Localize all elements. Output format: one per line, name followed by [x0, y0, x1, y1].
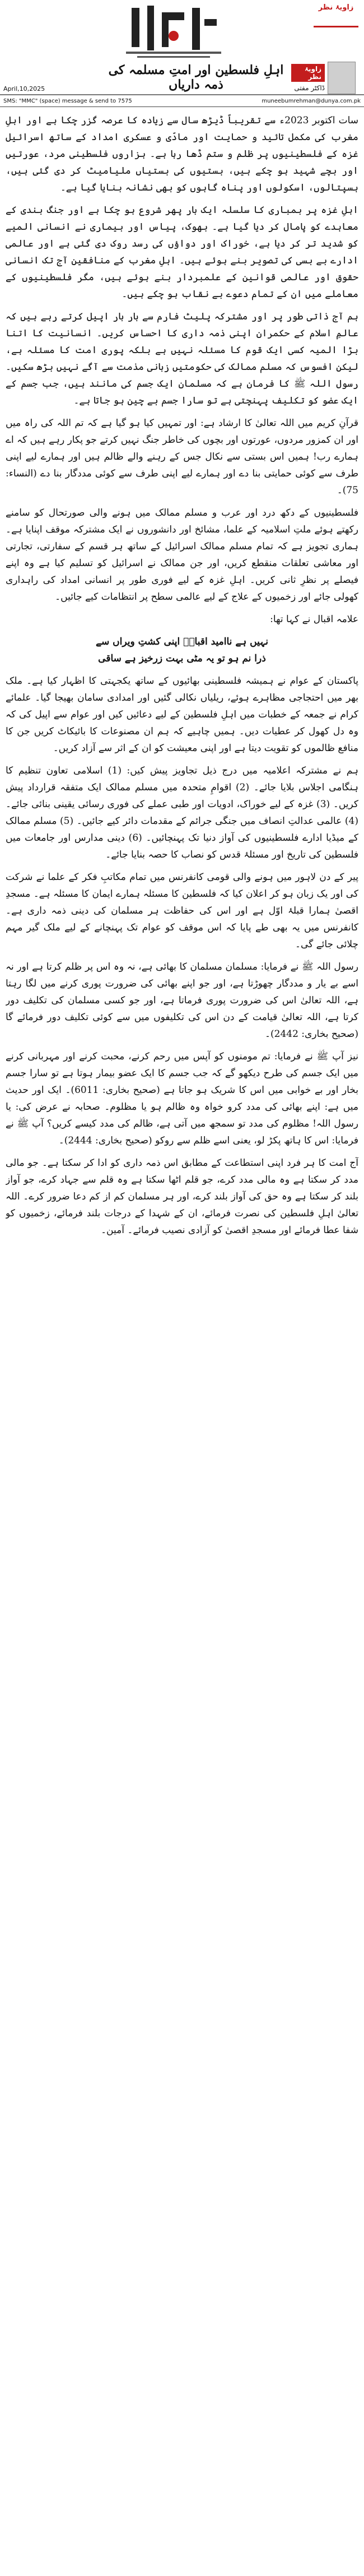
verse-line: ذرا نم ہو تو یہ مٹی بہت زرخیز ہے ساقی: [98, 653, 266, 664]
paragraph: آج امت کا ہر فرد اپنی استطاعت کے مطابق اس ذمہ داری کو ادا کر سکتا ہے۔ جو مالی مدد کر سکتا ہے وہ مالی مدد کرے، جو قلم اٹھا سکتا ہے وہ قلم سے جہاد کرے، جو آواز بلند کر سکتا ہے وہ حق کی آواز بلند کرے، اور ہر مسلمان کم از کم دعا ضرور کرے۔ اللہ تعالیٰ اہلِ فلسطین کی نصرت فرمائے، ان کے شہدا کے درجات بلند فرمائے، زخمیوں کو شفا عطا فرمائے اور مسجدِ اقصیٰ کو آزادی نصیب فرمائے۔ آمین۔: [6, 1157, 358, 1236]
paragraph: فلسطینیوں کے دکھ درد اور عرب و مسلم ممالک میں ہونے والی صورتحال کو سامنے رکھتے ہوئے ملتِ اسلامیہ کے علما، مشائخ اور دانشوروں نے ایک مشترکہ موقف اپنایا ہے۔ ہماری تجویز ہے کہ تمام مسلم ممالک اسرائیل کے ساتھ ہر قسم کے سفارتی، تجارتی اور معاشی تعلقات منقطع کریں، اور جن ممالک نے اسرائیل کو تسلیم کیا ہے وہ اپنے فیصلے پر نظرِ ثانی کریں۔ اہلِ غزہ کے لیے فوری طور پر انسانی امداد کی راہداری کھولی جائے اور زخمیوں کے علاج کے لیے عالمی سطح پر انتظامات کیے جائیں۔: [6, 507, 358, 603]
paragraph: نیز آپ ﷺ نے فرمایا: تم مومنوں کو آپس میں رحم کرنے، محبت کرنے اور مہربانی کرنے میں ایک جسم کی طرح دیکھو گے کہ جب جسم کا ایک عضو بیمار ہوتا ہے تو سارا جسم بخار اور بے خوابی میں اس کا شریک ہو جاتا ہے (صحیح بخاری: 6011)۔ ایک اور حدیث میں ہے: اپنے بھائی کی مدد کرو خواہ وہ ظالم ہو یا مظلوم۔ صحابہ نے عرض کی: یا رسول اللہ! مظلوم کی مدد تو سمجھ میں آتی ہے، ظالم کی مدد کیسے کریں؟ آپ ﷺ نے فرمایا: اس کا ہاتھ پکڑ لو، یعنی اسے ظلم سے روکو (صحیح بخاری: 2444)۔: [6, 1051, 358, 1146]
columnist-block: [291, 64, 325, 92]
paragraph: پاکستان کے عوام نے ہمیشہ فلسطینی بھائیوں کے ساتھ یکجہتی کا اظہار کیا ہے۔ ملک بھر میں احتجاجی مظاہرے ہوئے، ریلیاں نکالی گئیں اور امدادی سامان بھیجا گیا۔ علمائے کرام نے جمعہ کے خطبات میں اہلِ فلسطین کے لیے دعائیں کیں اور عوام سے اپیل کی کہ وہ دل کھول کر عطیات دیں۔ ہمیں چاہیے کہ ہم ان مصنوعات کا بائیکاٹ کریں جن کا منافع ظالموں کو تقویت دیتا ہے اور اپنی معیشت کو ان کے اثر سے آزاد کریں۔: [6, 675, 358, 754]
paragraph: قرآنِ کریم میں اللہ تعالیٰ کا ارشاد ہے: اور تمہیں کیا ہو گیا ہے کہ تم اللہ کی راہ میں اور ان کمزور مردوں، عورتوں اور بچوں کی خاطر جنگ نہیں کرتے جو پکار رہے ہیں کہ اے ہمارے رب! ہمیں اس بستی سے نکال جس کے رہنے والے ظالم ہیں اور ہمارے لیے اپنی طرف سے کوئی حمایتی بنا دے اور ہمارے لیے اپنی طرف سے کوئی مددگار بنا دے (النساء: 75)۔: [6, 418, 358, 496]
author-name: ڈاکٹر مفتی: [294, 84, 325, 92]
divider: [0, 106, 364, 107]
paragraph: رسول اللہ ﷺ نے فرمایا: مسلمان مسلمان کا بھائی ہے، نہ وہ اس پر ظلم کرتا ہے اور نہ اسے بے یار و مددگار چھوڑتا ہے، اور جو اپنے بھائی کی ضرورت پوری کرنے میں لگا رہتا ہے، اللہ تعالیٰ اس کی ضرورت پوری فرماتا ہے، اور جو کسی مسلمان کی تکلیف دور کرتا ہے، اللہ تعالیٰ قیامت کے دن اس کی تکلیفوں میں سے کوئی تکلیف دور فرمائے گا (صحیح بخاری: 2442)۔: [6, 961, 358, 1040]
paragraph: اہلِ غزہ پر بمباری کا سلسلہ ایک بار پھر شروع ہو چکا ہے اور جنگ بندی کے معاہدے کو پامال کر دیا گیا ہے۔ بھوک، پیاس اور بیماری نے انسانی المیے کو شدید تر کر دیا ہے، خوراک اور دواؤں کی رسد روک دی گئی ہے اور عالمی ادارے بے بسی کی تصویر بنے ہوئے ہیں۔ اہلِ مغرب کے منافقین آج تک انسانی حقوق اور عالمی قوانین کے علمبردار بنے ہوئے ہیں، مگر فلسطینیوں کے معاملے میں ان کے تمام دعوے بے نقاب ہو چکے ہیں۔: [6, 205, 358, 300]
paragraph: ہم آج ذاتی طور پر اور مشترکہ پلیٹ فارم سے بار بار اپیل کرتے رہے ہیں کہ عالمِ اسلام کے حکمران اپنی ذمہ داری کا احساس کریں۔ انسانیت کا اتنا بڑا المیہ کسی ایک قوم کا مسئلہ نہیں ہے بلکہ پوری امت کا مسئلہ ہے، لیکن افسوس کہ مسلم ممالک کی حکومتیں زبانی مذمت سے آگے نہیں بڑھ سکیں۔ رسول اللہ ﷺ کا فرمان ہے کہ مسلمان ایک جسم کی مانند ہیں، جب جسم کے ایک عضو کو تکلیف پہنچتی ہے تو سارا جسم بے چین ہو جاتا ہے۔: [6, 311, 358, 406]
author-photo: [328, 62, 356, 94]
brand-tag: [314, 3, 358, 27]
poetry-verse: [6, 633, 358, 667]
divider: [0, 94, 364, 95]
brand-label: زاویۂ نظر: [318, 3, 354, 12]
paragraph: پیر کے دن لاہور میں ہونے والی قومی کانفرنس میں تمام مکاتبِ فکر کے علما نے شرکت کی اور یک زبان ہو کر اعلان کیا کہ فلسطین کا مسئلہ ہمارے ایمان کا مسئلہ ہے۔ مسجدِ اقصیٰ ہمارا قبلۂ اوّل ہے اور اس کی حفاظت ہر مسلمان کی دینی ذمہ داری ہے۔ کانفرنس میں یہ بھی طے پایا کہ اس موقف کو عوام تک پہنچانے کے لیے ملک گیر مہم چلائی جائے گی۔: [6, 872, 358, 950]
dunya-logo-icon: [120, 2, 227, 64]
article-title: اہلِ فلسطین اور امتِ مسلمہ کی ذمہ داریاں: [108, 63, 284, 92]
verse-line: نہیں ہے ناامید اقبالؔ اپنی کشتِ ویراں سے: [96, 636, 268, 647]
email-link[interactable]: muneebumrehman@dunya.com.pk: [262, 98, 361, 104]
paragraph: ہم نے مشترکہ اعلامیہ میں درج ذیل تجاویز پیش کیں: (1) اسلامی تعاون تنظیم کا ہنگامی اجلاس بلایا جائے۔ (2) اقوامِ متحدہ میں مسلم ممالک ایک متفقہ قرارداد پیش کریں۔ (3) غزہ کے لیے خوراک، ادویات اور طبی عملے کی فوری رسائی یقینی بنائی جائے۔ (4) عالمی عدالتِ انصاف میں جنگی جرائم کے مقدمات دائر کیے جائیں۔ (5) مسلم ممالک کے میڈیا ادارے فلسطینیوں کی آواز دنیا تک پہنچائیں۔ (6) دینی مدارس اور جامعات میں فلسطین کی تاریخ اور مسئلۂ قدس کو نصاب کا حصہ بنایا جائے۔: [6, 765, 358, 860]
contact-bar: [0, 96, 364, 106]
column-label: زاویۂ نظر: [291, 64, 325, 82]
paragraph: علامہ اقبال نے کہا تھا:: [270, 614, 358, 625]
publish-date: April,10,2025: [3, 85, 45, 92]
sms-info: SMS: "MMC" (space) message & send to 7575: [3, 98, 132, 104]
article-body: [6, 112, 358, 2567]
column-header: [0, 0, 364, 106]
paragraph: سات اکتوبر 2023ء سے تقریباً ڈیڑھ سال سے زیادہ کا عرصہ گزر چکا ہے اور اہلِ مغرب کی مکمل تائید و حمایت اور مادّی و عسکری امداد کے ساتھ اسرائیل غزہ کے فلسطینیوں پر ظلم و ستم ڈھا رہا ہے۔ ہزاروں فلسطینی مرد، عورتیں اور بچے شہید ہو چکے ہیں، بستیوں کی بستیاں ملیامیٹ کر دی گئی ہیں، ہسپتالوں، اسکولوں اور پناہ گاہوں کو بھی نشانہ بنایا گیا ہے۔: [6, 115, 358, 193]
